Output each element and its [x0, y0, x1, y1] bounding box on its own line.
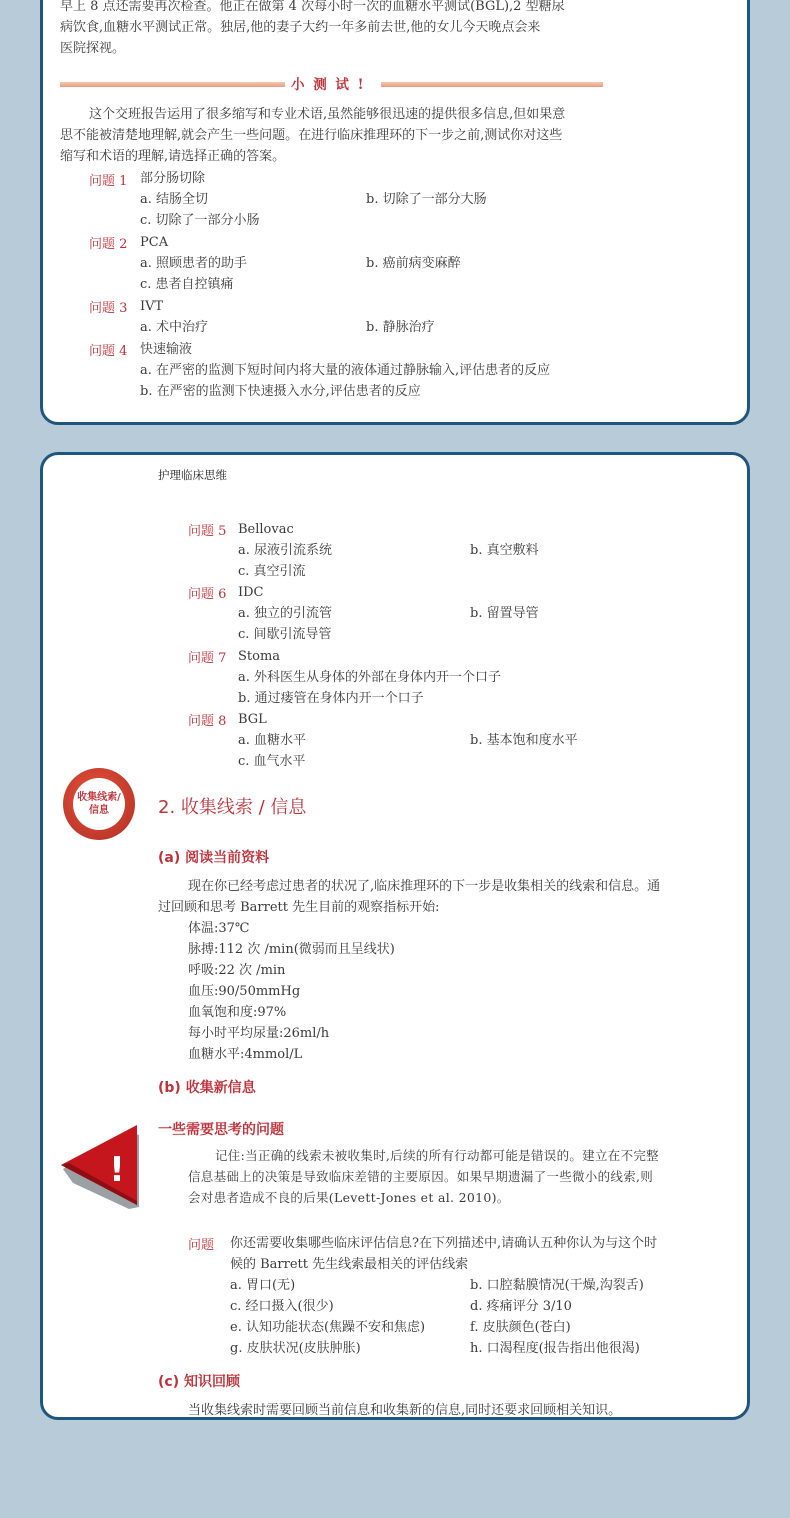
option-b: b. 静脉治疗	[366, 320, 435, 335]
question-term: 快速输液	[140, 342, 193, 357]
subsection-title-c: (c) 知识回顾	[158, 1374, 240, 1390]
question-text-line: 候的 Barrett 先生线索最相关的评估线索	[230, 1257, 469, 1272]
option-b: b. 真空敷料	[470, 543, 539, 558]
note-line: 记住:当正确的线索未被收集时,后续的所有行动都可能是错误的。建立在不完整	[215, 1148, 659, 1163]
quiz-title: 小 测 试 !	[291, 77, 366, 93]
question-label: 问题 5	[188, 524, 227, 539]
section-badge	[63, 768, 135, 840]
option-b: b. 基本饱和度水平	[470, 733, 578, 748]
page-card-bottom	[40, 452, 750, 1420]
question-label: 问题 3	[89, 301, 128, 316]
running-head: 护理临床思维	[158, 468, 227, 482]
option-b: b. 通过瘘管在身体内开一个口子	[238, 691, 424, 706]
question-term: 部分肠切除	[140, 171, 206, 186]
vital-blood-glucose: 血糖水平:4mmol/L	[188, 1047, 303, 1062]
question-term: Bellovac	[238, 522, 294, 537]
paragraph-line: 当收集线索时需要回顾当前信息和收集新的信息,同时还要求回顾相关知识。	[188, 1403, 622, 1418]
question-label: 问题 8	[188, 714, 227, 729]
vital-pulse: 脉搏:112 次 /min(微弱而且呈线状)	[188, 942, 395, 957]
intro-line: 医院探视。	[60, 41, 126, 56]
section-badge-label: 收集线索/信息	[73, 778, 125, 830]
paragraph-line: 现在你已经考虑过患者的状况了,临床推理环的下一步是收集相关的线索和信息。通	[188, 879, 661, 894]
question-label: 问题 4	[89, 344, 128, 359]
section-title: 2. 收集线索 / 信息	[158, 797, 307, 818]
think-title: 一些需要思考的问题	[158, 1122, 284, 1138]
subsection-title-b: (b) 收集新信息	[158, 1080, 256, 1096]
option-c: c. 切除了一部分小肠	[140, 213, 260, 228]
quiz-intro-line: 思不能被清楚地理解,就会产生一些问题。在进行临床推理环的下一步之前,测试你对这些	[60, 128, 563, 143]
question-label: 问题 1	[89, 174, 128, 189]
option-e: e. 认知功能状态(焦躁不安和焦虑)	[230, 1320, 426, 1335]
option-c: c. 经口摄入(很少)	[230, 1299, 334, 1314]
quiz-divider-right	[381, 82, 603, 87]
question-term: IDC	[238, 585, 264, 600]
vital-oxygen-saturation: 血氧饱和度:97%	[188, 1005, 287, 1020]
page-card-top	[40, 0, 750, 425]
warning-symbol: !	[109, 1150, 125, 1190]
option-a: a. 尿液引流系统	[238, 543, 333, 558]
option-a: a. 结肠全切	[140, 192, 209, 207]
note-line: 会对患者造成不良的后果(Levett-Jones et al. 2010)。	[188, 1190, 510, 1205]
option-h: h. 口渴程度(报告指出他很渴)	[470, 1341, 640, 1356]
option-c: c. 真空引流	[238, 564, 306, 579]
question-term: Stoma	[238, 649, 281, 664]
question-term: IVT	[140, 299, 164, 314]
option-b: b. 口腔黏膜情况(干燥,沟裂舌)	[470, 1278, 644, 1293]
question-label: 问题 2	[89, 237, 128, 252]
option-b: b. 切除了一部分大肠	[366, 192, 487, 207]
option-g: g. 皮肤状况(皮肤肿胀)	[230, 1341, 361, 1356]
question-label: 问题 6	[188, 587, 227, 602]
option-c: c. 患者自控镇痛	[140, 277, 234, 292]
option-a: a. 术中治疗	[140, 320, 209, 335]
question-term: PCA	[140, 235, 169, 250]
quiz-divider-left	[60, 82, 285, 87]
option-a: a. 照顾患者的助手	[140, 256, 248, 271]
option-b: b. 留置导管	[470, 606, 539, 621]
quiz-intro-line: 这个交班报告运用了很多缩写和专业术语,虽然能够很迅速的提供很多信息,但如果意	[89, 107, 566, 122]
option-a: a. 外科医生从身体的外部在身体内开一个口子	[238, 670, 502, 685]
option-b: b. 在严密的监测下快速摄入水分,评估患者的反应	[140, 384, 421, 399]
intro-line: 病饮食,血糖水平测试正常。独居,他的妻子大约一年多前去世,他的女儿今天晚点会来	[60, 20, 541, 35]
option-c: c. 血气水平	[238, 754, 306, 769]
option-a: a. 血糖水平	[238, 733, 307, 748]
subsection-title-a: (a) 阅读当前资料	[158, 850, 270, 866]
question-term: BGL	[238, 712, 267, 727]
question-label: 问题 7	[188, 651, 227, 666]
question-text-line: 你还需要收集哪些临床评估信息?在下列描述中,请确认五种你认为与这个时	[230, 1236, 658, 1251]
option-a: a. 独立的引流管	[238, 606, 333, 621]
paragraph-line: 过回顾和思考 Barrett 先生目前的观察指标开始:	[158, 900, 440, 915]
vital-blood-pressure: 血压:90/50mmHg	[188, 984, 301, 999]
vital-temperature: 体温:37℃	[188, 921, 250, 936]
option-f: f. 皮肤颜色(苍白)	[470, 1320, 571, 1335]
warning-icon	[59, 1123, 141, 1211]
option-b: b. 癌前病变麻醉	[366, 256, 461, 271]
intro-line: 早上 8 点还需要再次检查。他正在做第 4 次每小时一次的血糖水平测试(BGL),2 型糖尿	[60, 0, 565, 14]
note-line: 信息基础上的决策是导致临床差错的主要原因。如果早期遗漏了一些微小的线索,则	[188, 1169, 654, 1184]
quiz-intro-line: 缩写和术语的理解,请选择正确的答案。	[60, 149, 286, 164]
option-c: c. 间歇引流导管	[238, 627, 332, 642]
option-a: a. 在严密的监测下短时间内将大量的液体通过静脉输入,评估患者的反应	[140, 363, 551, 378]
option-a: a. 胃口(无)	[230, 1278, 296, 1293]
option-d: d. 疼痛评分 3/10	[470, 1299, 572, 1314]
question-label: 问题	[188, 1238, 215, 1253]
vital-urine-output: 每小时平均尿量:26ml/h	[188, 1026, 330, 1041]
vital-respiration: 呼吸:22 次 /min	[188, 963, 286, 978]
